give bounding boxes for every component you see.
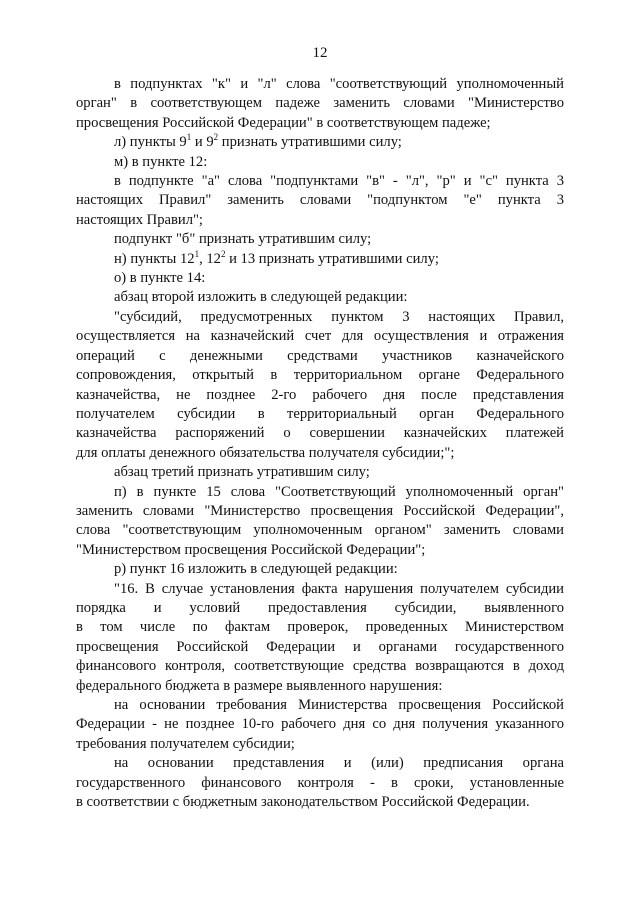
text-line: финансового контроля, соответствующие средства возвращаются в доход [76,658,564,675]
text-line: операций с денежными средствами участников казначейского [76,347,564,364]
text-line: на основании представления и (или) предписания органа [114,755,564,772]
text-line: Федерации - не позднее 10-го рабочего дня со дня получения указанного [76,716,564,733]
text-line: "16. В случае установления факта нарушения получателем субсидии [114,580,564,597]
text-line: подпункт "б" признать утратившим силу; [114,231,372,248]
text-line: получателем субсидии в территориальный орган Федерального [76,405,564,422]
text-line: в подпункте "а" слова "подпунктами "в" - "л", "р" и "с" пункта 3 [114,173,564,190]
text-fragment: и 9 [191,134,214,151]
superscript: 1 [194,248,200,259]
document-body [76,75,564,812]
page-number: 12 [312,45,328,61]
text-fragment: л) пункты 9 [114,134,187,151]
text-line: для оплаты денежного обязательства получателя субсидии;"; [76,444,455,461]
text-line: казначейства распоряжений о совершении казначейских платежей [76,425,564,442]
text-line: "Министерством просвещения Российской Федерации"; [76,541,426,558]
text-fragment: признать утратившими силу; [218,134,402,151]
text-fragment: н) пункты 12 [114,250,195,267]
text-line: в подпунктах "к" и "л" слова "соответствующий уполномоченный [114,76,564,92]
superscript: 2 [220,248,226,259]
text-line: м) в пункте 12: [114,153,208,170]
text-line: требования получателем субсидии; [76,735,295,752]
text-line: настоящих Правил"; [76,211,203,228]
text-line: р) пункт 16 изложить в следующей редакции: [114,561,398,578]
superscript: 2 [213,132,219,143]
superscript: 1 [186,132,192,143]
text-line: просвещения Российской Федерации и органами государственного [76,638,564,655]
text-line: абзац второй изложить в следующей редакции: [114,289,408,306]
text-line: настоящих Правил" заменить словами "подпунктом "е" пункта 3 [76,192,564,209]
text-line: "субсидий, предусмотренных пунктом 3 настоящих Правил, [114,308,564,325]
text-line: о) в пункте 14: [114,270,206,287]
text-line [76,250,564,269]
text-line: орган" в соответствующем падеже заменить словами "Министерство [76,95,564,112]
text-line: абзац третий признать утратившим силу; [114,464,370,481]
text-line: осуществляется на казначейский счет для осуществления и отражения [76,328,564,345]
text-line: просвещения Российской Федерации" в соответствующем падеже; [76,114,491,131]
text-fragment: и 13 признать утратившими силу; [225,250,439,267]
text-line: государственного финансового контроля - в сроки, установленные [76,774,564,791]
text-line: казначейства, не позднее 2-го рабочего дня после представления [76,386,564,403]
text-line: в том числе по фактам проверок, проведенных Министерством [76,619,564,636]
text-line: п) в пункте 15 слова "Соответствующий уполномоченный орган" [114,483,564,500]
text-line: федерального бюджета в размере выявленного нарушения: [76,677,443,694]
text-line: в соответствии с бюджетным законодательством Российской Федерации. [76,794,530,811]
text-line [76,133,564,152]
text-fragment: , 12 [199,250,221,267]
text-line: заменить словами "Министерство просвещения Российской Федерации", [76,502,564,519]
text-line: порядка и условий предоставления субсидии, выявленного [76,599,564,616]
text-line: на основании требования Министерства просвещения Российской [114,697,564,713]
text-line: сопровождения, открытый в территориальном органе Федерального [76,367,564,384]
text-line: слова "соответствующим уполномоченным органом" заменить словами [76,522,564,539]
